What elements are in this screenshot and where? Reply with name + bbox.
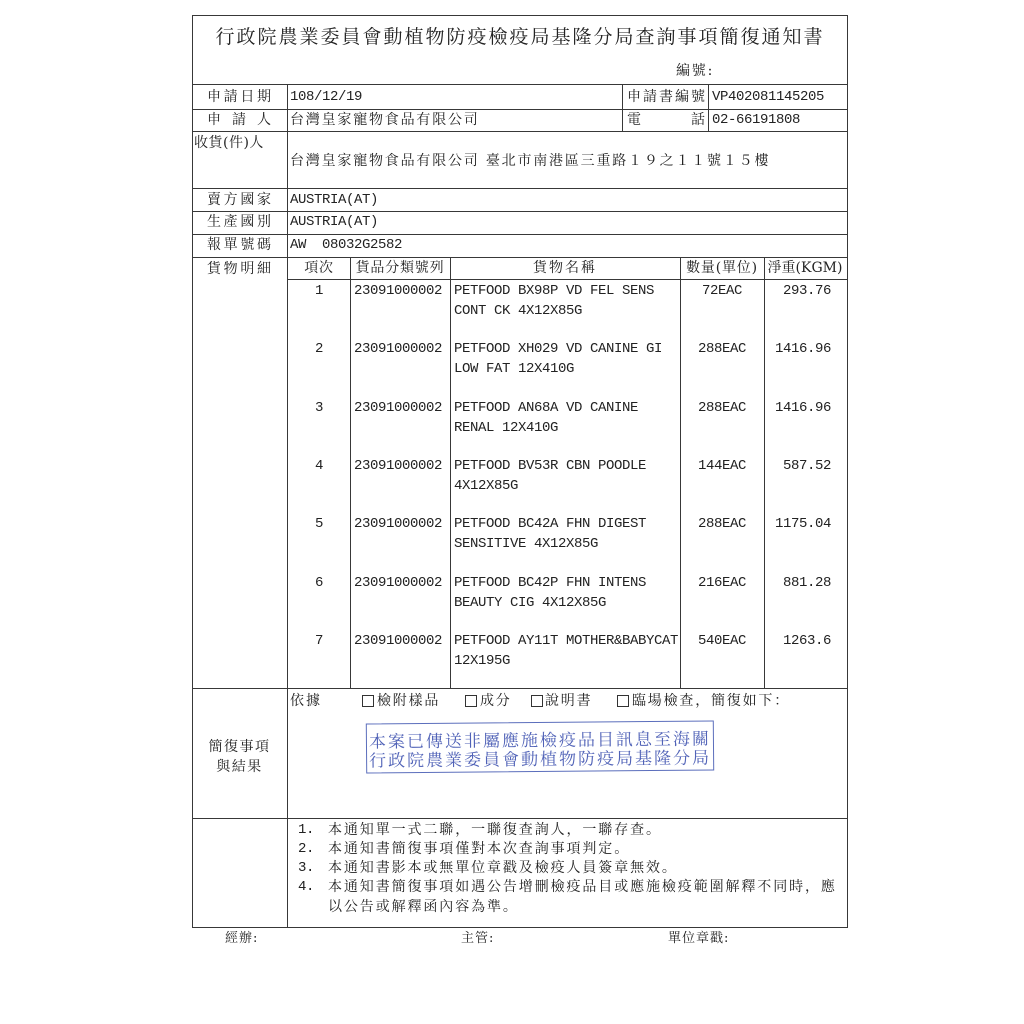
column-header-code: 貨品分類號列 <box>355 260 445 276</box>
item-net-weight: 1175.04 <box>774 516 831 532</box>
column-divider <box>622 84 623 131</box>
section-divider <box>192 688 848 689</box>
supervisor-label: 主管: <box>461 931 495 946</box>
note-number: 2. <box>298 841 315 857</box>
table-row <box>0 515 1024 555</box>
item-net-weight: 1416.96 <box>774 400 831 416</box>
item-no: 6 <box>314 575 323 591</box>
item-name-line1: PETFOOD AN68A VD CANINE <box>454 400 639 416</box>
item-net-weight: 293.76 <box>782 283 831 299</box>
item-name-line1: PETFOOD BX98P VD FEL SENS <box>454 283 655 299</box>
application-number-label: 申請書編號 <box>627 89 705 105</box>
item-quantity: 216EAC <box>697 575 746 591</box>
item-code: 23091000002 <box>354 283 443 299</box>
label-column-divider <box>287 84 288 927</box>
seller-country-value: AUSTRIA(AT) <box>290 192 379 208</box>
item-net-weight: 587.52 <box>782 458 831 474</box>
item-name-line2: LOW FAT 12X410G <box>454 361 575 377</box>
consignee-value: 台灣皇家寵物食品有限公司 臺北市南港區三重路１９之１１號１５樓 <box>290 153 771 169</box>
item-name-line2: RENAL 12X410G <box>454 420 559 436</box>
note-number: 4. <box>298 879 315 895</box>
row-divider <box>192 131 848 132</box>
item-quantity: 144EAC <box>697 458 746 474</box>
item-no: 2 <box>314 341 323 357</box>
item-name-line2: 4X12X85G <box>454 478 519 494</box>
phone-label: 電 話 <box>627 112 705 128</box>
column-divider <box>708 84 709 131</box>
checkbox-icon <box>362 695 374 707</box>
declaration-number-label: 報單號碼 <box>207 237 271 253</box>
title-divider <box>192 84 848 85</box>
column-header-quantity: 數量(單位) <box>686 260 758 276</box>
note-text: 本通知書簡復事項僅對本次查詢事項判定。 <box>328 841 631 857</box>
item-name-line1: PETFOOD BC42A FHN DIGEST <box>454 516 647 532</box>
item-quantity: 72EAC <box>701 283 742 299</box>
column-header-no: 項次 <box>304 260 334 276</box>
declaration-number-value: AW 08032G2582 <box>290 237 403 253</box>
unit-seal-label: 單位章戳: <box>668 931 730 946</box>
item-code: 23091000002 <box>354 633 443 649</box>
item-no: 5 <box>314 516 323 532</box>
item-no: 3 <box>314 400 323 416</box>
item-name-line1: PETFOOD BC42P FHN INTENS <box>454 575 647 591</box>
table-row <box>0 399 1024 439</box>
item-name-line1: PETFOOD BV53R CBN POODLE <box>454 458 647 474</box>
item-name-line2: CONT CK 4X12X85G <box>454 303 583 319</box>
form-border-top <box>192 15 848 16</box>
serial-number-label: 編號: <box>676 63 715 79</box>
column-header-net-weight: 淨重(KGM) <box>767 260 843 276</box>
result-label-line2: 與結果 <box>216 759 263 775</box>
item-net-weight: 881.28 <box>782 575 831 591</box>
option-ingredients-label: 成分 <box>480 693 512 709</box>
table-row <box>0 632 1024 672</box>
item-code: 23091000002 <box>354 575 443 591</box>
application-number-value: VP402081145205 <box>712 89 825 105</box>
item-name-line2: 12X195G <box>454 653 511 669</box>
item-name-line1: PETFOOD XH029 VD CANINE GI <box>454 341 663 357</box>
handler-label: 經辦: <box>225 931 259 946</box>
basis-label: 依據 <box>290 693 322 709</box>
item-quantity: 288EAC <box>697 400 746 416</box>
stamp-line2: 行政院農業委員會動植物防疫局基隆分局 <box>369 748 712 772</box>
row-divider <box>192 211 848 212</box>
checkbox-icon <box>531 695 543 707</box>
item-net-weight: 1416.96 <box>774 341 831 357</box>
item-no: 4 <box>314 458 323 474</box>
item-name-line1: PETFOOD AY11T MOTHER&BABYCAT <box>454 633 679 649</box>
item-quantity: 288EAC <box>697 516 746 532</box>
table-row <box>0 457 1024 497</box>
item-no: 1 <box>314 283 323 299</box>
row-divider <box>192 257 848 258</box>
table-row <box>0 282 1024 322</box>
column-header-name: 貨物名稱 <box>533 260 597 276</box>
item-code: 23091000002 <box>354 400 443 416</box>
option-manual-label: 說明書 <box>545 693 593 709</box>
item-code: 23091000002 <box>354 341 443 357</box>
application-date-value: 108/12/19 <box>290 89 363 105</box>
note-number: 3. <box>298 860 315 876</box>
result-label-line1: 簡復事項 <box>208 739 271 755</box>
form-border-bottom <box>192 927 848 928</box>
item-name-line2: SENSITIVE 4X12X85G <box>454 536 599 552</box>
note-text: 本通知單一式二聯，一聯復查詢人，一聯存查。 <box>328 822 662 838</box>
item-name-line2: BEAUTY CIG 4X12X85G <box>454 595 607 611</box>
row-divider <box>192 234 848 235</box>
origin-country-value: AUSTRIA(AT) <box>290 214 379 230</box>
applicant-label: 申 請 人 <box>207 112 271 128</box>
row-divider <box>192 188 848 189</box>
item-quantity: 288EAC <box>697 341 746 357</box>
option-onsite-inspection-label: 臨場檢查，簡復如下： <box>632 693 790 709</box>
goods-section-label: 貨物明細 <box>207 261 271 277</box>
item-code: 23091000002 <box>354 516 443 532</box>
checkbox-icon <box>465 695 477 707</box>
origin-country-label: 生產國別 <box>207 214 271 230</box>
applicant-value: 台灣皇家寵物食品有限公司 <box>290 112 480 128</box>
seller-country-label: 賣方國家 <box>207 192 271 208</box>
note-text-continued: 以公告或解釋函內容為準。 <box>328 899 519 915</box>
item-no: 7 <box>314 633 323 649</box>
item-net-weight: 1263.6 <box>782 633 831 649</box>
phone-value: 02-66191808 <box>712 112 801 128</box>
note-text: 本通知書影本或無單位章戳及檢疫人員簽章無效。 <box>328 860 678 876</box>
item-code: 23091000002 <box>354 458 443 474</box>
section-divider <box>192 818 848 819</box>
document-title: 行政院農業委員會動植物防疫檢疫局基隆分局查詢事項簡復通知書 <box>215 26 825 48</box>
note-number: 1. <box>298 822 315 838</box>
note-text: 本通知書簡復事項如遇公告增刪檢疫品目或應施檢疫範圍解釋不同時，應 <box>328 879 837 895</box>
item-quantity: 540EAC <box>697 633 746 649</box>
checkbox-icon <box>617 695 629 707</box>
table-row <box>0 574 1024 614</box>
row-divider <box>192 109 848 110</box>
table-row <box>0 340 1024 380</box>
consignee-label: 收貨(件)人 <box>194 135 264 151</box>
official-stamp <box>366 720 714 773</box>
option-sample-label: 檢附樣品 <box>377 693 441 709</box>
stamp-line1: 本案已傳送非屬應施檢疫品目訊息至海關 <box>368 729 712 753</box>
application-date-label: 申請日期 <box>207 89 271 105</box>
